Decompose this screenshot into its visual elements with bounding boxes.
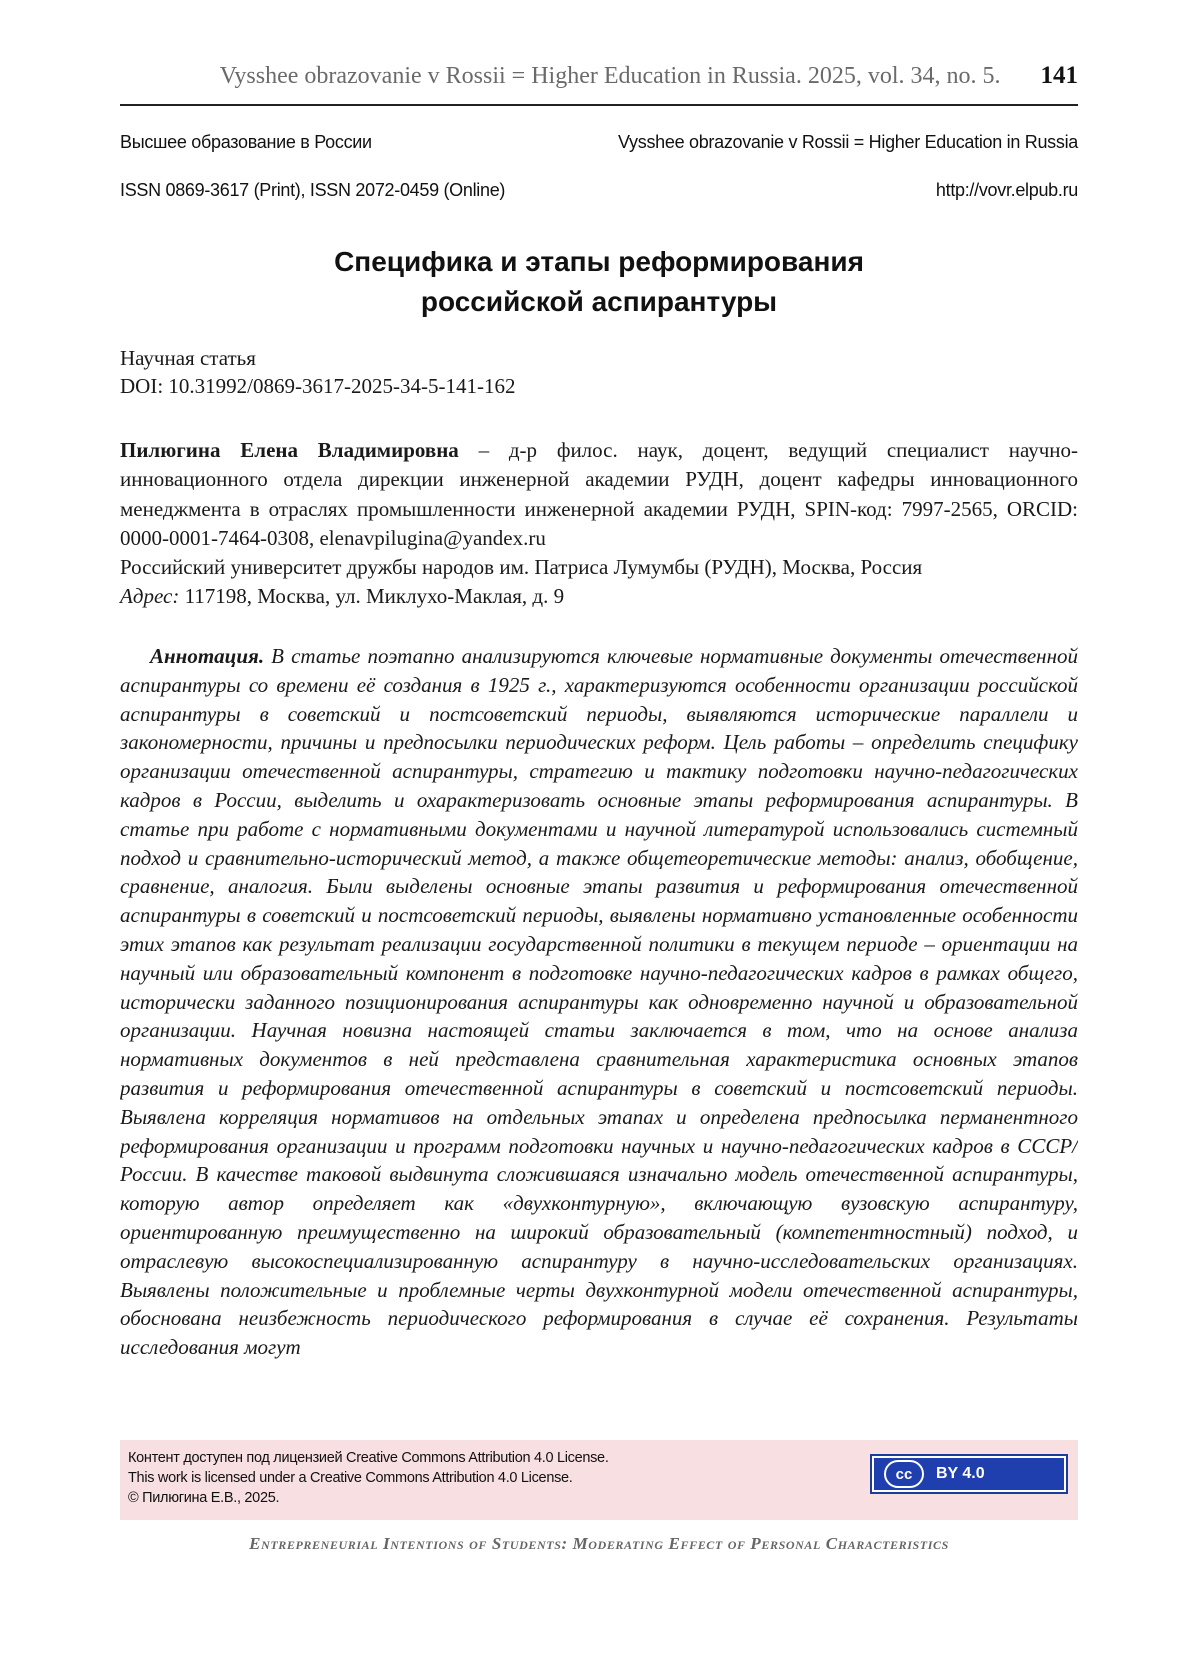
author-address <box>120 582 1078 611</box>
journal-name-en: Vysshee obrazovanie v Rossii = Higher Education in Russia <box>618 132 1078 152</box>
address-label: Адрес: <box>120 584 180 609</box>
article-title <box>120 242 1078 322</box>
author-details: – д-р филос. наук, доцент, ведущий специалист научно-инновационного отдела дирекции инженерной академии РУДН, доцент кафедры инновационного менеджмента в отраслях промышленности инженерной академии РУДН, SPIN-код: 7997-2565, ORCID: 0000-0001-7464-0308, elenavpilugina@yandex.ru <box>120 438 1078 550</box>
doi-link[interactable]: DOI: 10.31992/0869-3617-2025-34-5-141-162 <box>120 374 516 398</box>
address-text: 117198, Москва, ул. Миклухо-Маклая, д. 9 <box>179 584 565 609</box>
cc-by-license-badge[interactable] <box>870 1454 1068 1494</box>
title-line-2: российской аспирантуры <box>420 286 778 317</box>
journal-url-link[interactable]: http://vovr.elpub.ru <box>935 180 1078 200</box>
title-line-1: Специфика и этапы реформирования <box>334 246 864 277</box>
issn-row <box>120 180 1078 201</box>
journal-name-ru: Высшее образование в России <box>120 132 372 152</box>
article-type: Научная статья <box>120 346 256 370</box>
abstract-text: В статье поэтапно анализируются ключевые нормативные документы отечественной аспирантуры со времени её создания в 1925 г., характеризуются особенности организации российской аспирантуры в советский и постсоветский периоды, выявляются исторические параллели и закономерности, причины и предпосылки периодических реформ. Цель работы – определить специфику организации отечественной аспирантуры, стратегию и тактику подготовки научно-педагогических кадров в России, выделить и охарактеризовать основные этапы реформирования аспирантуры. В статье при работе с нормативными документами и научной литературой использовались системный подход и сравнительно-исторический метод, а также общетеоретические методы: анализ, обобщение, сравнение, аналогия. Были выделены основные этапы развития и реформирования отечественной аспирантуры в советский и постсоветский периоды, выявлены нормативно установленные особенности этих этапов как результат реализации государственной политики в текущем периоде – ориентации на научный или образовательный компонент в подготовке научно-педагогических кадров в рамках общего, исторически заданного позиционирования аспирантуры как одновременно научной и образовательной организации. Научная новизна настоящей статьи заключается в том, что на основе анализа нормативных документов в ней представлена сравнительная характеристика основных этапов развития и реформирования отечественной аспирантуры в советский и постсоветский периоды. Выявлена корреляция нормативов на отдельных этапах и определена предпосылка перманентного реформирования организации и программ подготовки научных и научно-педагогических кадров в СССР/России. В качестве таковой выдвинута сложившаяся изначально модель отечественной аспирантуры, которую автор определяет как «двухконтурную», включающую вузовскую аспирантуру, ориентированную преимущественно на широкий образовательный (компетентностный) подход, и отраслевую высокоспециализированную аспирантуру в научно-исследовательских организациях. Выявлены положительные и проблемные черты двухконтурной модели отечественной аспирантуры, обоснована неизбежность периодического реформирования в случае её сохранения. Результаты исследования могут <box>120 644 1078 1360</box>
license-text <box>128 1448 609 1508</box>
running-head-journal: Vysshee obrazovanie v Rossii = Higher Education in Russia. 2025, vol. 34, no. 5. <box>219 63 1001 89</box>
copyright-line: © Пилюгина Е.В., 2025. <box>128 1490 280 1506</box>
running-head <box>120 62 1078 90</box>
header-rule <box>120 104 1078 106</box>
author-name: Пилюгина Елена Владимировна <box>120 438 459 462</box>
cc-badge-text: BY 4.0 <box>936 1465 985 1482</box>
license-line-ru: Контент доступен под лицензией Creative Commons Attribution 4.0 License. <box>128 1450 609 1466</box>
license-line-en: This work is licensed under a Creative Commons Attribution 4.0 License. <box>128 1470 573 1486</box>
page-number: 141 <box>1040 62 1078 89</box>
license-box <box>120 1440 1078 1520</box>
author-affiliation: Российский университет дружбы народов им. Патриса Лумумбы (РУДН), Москва, Россия <box>120 555 923 580</box>
cc-badge-inner <box>874 1458 1064 1490</box>
journal-names-row <box>120 132 1078 153</box>
abstract <box>120 642 1078 1420</box>
author-info <box>120 436 1078 553</box>
running-footer: Entrepreneurial Intentions of Students: Moderating Effect of Personal Characteristics <box>249 1534 949 1553</box>
abstract-label: Аннотация. <box>150 644 265 668</box>
issn: ISSN 0869-3617 (Print), ISSN 2072-0459 (Online) <box>120 180 506 200</box>
cc-logo-icon: cc <box>884 1460 924 1488</box>
author-block <box>120 436 1078 612</box>
